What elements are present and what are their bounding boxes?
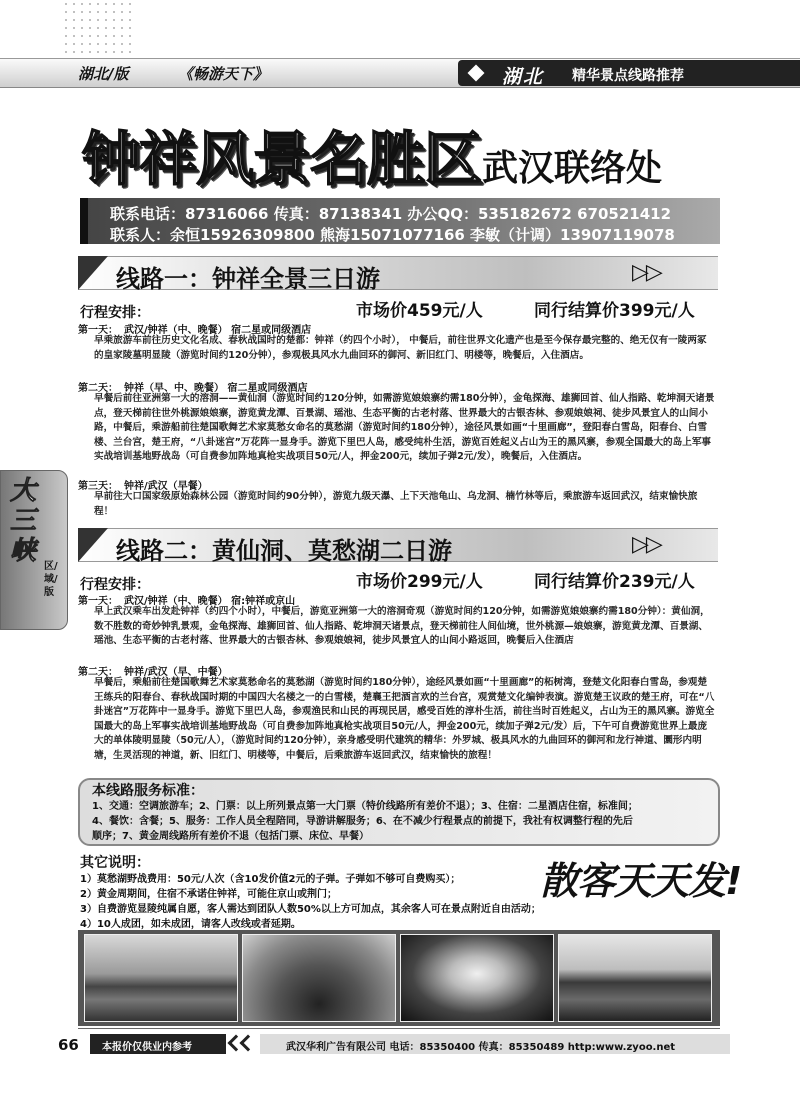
route1-day1-label: 第一天： xyxy=(78,325,118,336)
scenic-photo-lake xyxy=(84,934,238,1022)
contact-phone-line: 联系电话：87316066 传真：87138341 办公QQ：535182672 670521412 xyxy=(110,205,672,223)
footer-divider xyxy=(78,1028,720,1029)
route2-arrows-icon: ▷▷ xyxy=(632,532,660,557)
side-tab-subtitle: 区/域/版 xyxy=(44,561,58,598)
route2-day2-label: 第二天： xyxy=(78,667,118,678)
service-line-2: 4、餐饮：含餐；5、服务：工作人员全程陪同，导游讲解服务；6、在不减少行程景点的前提下，我社有权调整行程的先后 xyxy=(92,816,633,827)
route1-day2-head: 钟祥（早、中、晚餐） 宿二星或同级酒店 xyxy=(124,383,308,394)
other-note-4: 4）10人成团，如未成团，请客人改线或者延期。 xyxy=(80,919,301,930)
contact-person-line: 联系人：余恒15926309800 熊海15071077166 李敏（计调）13907119078 xyxy=(110,226,675,244)
hubei-banner-subtitle: 精华景点线路推荐 xyxy=(572,68,684,84)
route1-day3-label: 第三天： xyxy=(78,481,118,492)
route2-day1-text: 早上武汉乘车出发赴钟祥（约四个小时），中餐后，游览亚洲第一大的溶洞奇观（游览时间约120分钟，如需游览娘娘寨约需180分钟）：黄仙洞，数不胜数的奇妙钟乳景观，金龟探海、雄狮回首、仙人指路、乾坤洞天诸景点，登天梯前往人间仙境，世外桃源—娘娘寨，游览黄龙潭、百景湖、瑶池、生态平衡的古老村落、世界最大的古银杏林、参观娘娘祠，徒步风景宜人的山间小路返回，晚餐后入住酒店 xyxy=(94,606,710,646)
route2-day2-head: 钟祥/武汉（早、中餐） xyxy=(124,667,228,678)
scenic-photo-cave xyxy=(400,934,554,1022)
route1-title: 线路一：钟祥全景三日游 xyxy=(116,265,380,293)
side-tab-title: 大三峡 xyxy=(10,476,37,566)
slogan: 散客天天发! xyxy=(540,859,742,903)
other-note-2: 2）黄金周期间，住宿不承诺住钟祥，可能住京山或荆门； xyxy=(80,889,337,900)
region-label: 湖北/版 xyxy=(78,65,129,83)
route1-market-price: 市场价459元/人 xyxy=(356,301,483,321)
route1-day1-text: 早乘旅游车前往历史文化名成、春秋战国时的楚都：钟祥（约四个小时）， 中餐后，前往世界文化遗产也是至今保存最完整的、绝无仅有一陵两冢的皇家陵墓明显陵（游览时间约120分钟），参观极具风水九曲回环的御河、新旧红门、明楼等，晚餐后，入住酒店。 xyxy=(94,335,707,361)
other-note-3: 3）自费游览显陵纯属自愿，客人需达到团队人数50%以上方可加点，其余客人可在景点附近自由活动； xyxy=(80,904,541,915)
scenic-photo-temple xyxy=(558,934,712,1022)
page-number: 66 xyxy=(58,1036,79,1054)
page-subtitle: 武汉联络处 xyxy=(482,148,663,189)
route2-market-price: 市场价299元/人 xyxy=(356,572,483,592)
route2-day1-head: 武汉/钟祥（中、晚餐） 宿:钟祥或京山 xyxy=(124,596,296,607)
route1-arrows-icon: ▷▷ xyxy=(632,260,660,285)
hubei-banner-title: 湖北 xyxy=(502,66,545,88)
route1-day3-head: 钟祥/武汉（早餐） xyxy=(124,481,208,492)
page-title: 钟祥风景名胜区 xyxy=(82,125,482,193)
route2-schedule-label: 行程安排： xyxy=(80,577,150,593)
route2-day2-text: 早餐后，乘船前往楚国歌舞艺术家莫愁命名的莫愁湖（游览时间约180分钟），途经风景如画“十里画廊”的柘树湾，登楚文化阳春白雪岛，参观楚王练兵的阳春台、春秋战国时期的中国四大名楼之一的白雪楼，楚襄王把酒言欢的兰台宫，观赏楚文化编钟表演。游览楚王议政的楚王府，可在“八卦迷宫”万花阵中一显身手。游览下里巴人岛，参观渔民和山民的再现民居，感受百姓的淳朴生活，前往当时百姓起义，占山为王的黑风寨。游览全国最大的岛上军事实战培训基地野战岛（可自费参加阵地真枪实战项目50元/人，押金200元，续加子弹2元/发）后，下午可自费游览世界上最庞大的单体陵明显陵（50元/人），（游览时间约120分钟），亲身感受明代建筑的精华：外罗城、极具风水的九曲回环的御河和龙行神道、圜形内明塘，生灵活现的神道，新、旧红门、明楼等，中餐后，后乘旅游车返回武汉，结束愉快的旅程！ xyxy=(94,677,715,761)
scenic-photo-forest xyxy=(242,934,396,1022)
route1-day3-text: 早前往大口国家级原始森林公园（游览时间约90分钟），游览九级天瀑、上下天池龟山、乌龙洞、楠竹林等后，乘旅游车返回武汉，结束愉快旅程！ xyxy=(94,491,698,517)
route1-schedule-label: 行程安排： xyxy=(80,305,150,321)
route1-day2-text: 早餐后前往亚洲第一大的溶洞——黄仙洞（游览时间约120分钟，如需游览娘娘寨约需180分钟），金龟探海、雄狮回首、仙人指路、乾坤洞天诸景点，登天梯前往世外桃源娘娘寨，游览黄龙潭、百景湖、瑶池、生态平衡的古老村落、世界最大的古银杏林、参观娘娘祠、徒步风景宜人的山间小路，中餐后，乘游船前往楚国歌舞艺术家莫愁女命名的莫愁湖（游览时间约180分钟），途径风景如画“十里画廊”，登阳春白雪岛，阳春台、白雪楼、兰台宫，楚王府，“八卦迷宫”万花阵一显身手。游览下里巴人岛，感受纯朴生活，游览百姓起义占山为王的黑风寨，参观全国最大的岛上军事实战培训基地野战岛（可自费参加阵地真枪实战项目50元/人，押金200元，续加子弹2元/发），晚餐后，入住酒店。 xyxy=(94,393,715,462)
photo-strip xyxy=(78,930,720,1026)
footer-note: 本报价仅供业内参考 xyxy=(90,1034,226,1054)
route1-trade-price: 同行结算价399元/人 xyxy=(534,301,695,321)
route1-day2-label: 第二天： xyxy=(78,383,118,394)
service-standard-title: 本线路服务标准： xyxy=(92,783,204,799)
column-label: 《畅游天下》 xyxy=(178,65,269,83)
contact-box-strip xyxy=(80,198,88,244)
service-line-1: 1、交通：空调旅游车；2、门票：以上所列景点第一大门票（特价线路所有差价不退）；3、住宿：二星酒店住宿，标准间； xyxy=(92,801,638,812)
other-note-1: 1）莫愁湖野战费用：50元/人次（含10发价值2元的子弹。子弹如不够可自费购买）； xyxy=(80,874,461,885)
decorative-dot-grid xyxy=(62,0,132,56)
route2-triangle-icon xyxy=(78,528,108,562)
route2-day1-label: 第一天： xyxy=(78,596,118,607)
other-notes-title: 其它说明： xyxy=(80,855,150,871)
chevron-left-icon-2 xyxy=(240,1035,257,1052)
route1-day1-head: 武汉/钟祥（中、晚餐） 宿二星或同级酒店 xyxy=(124,325,312,336)
footer-company-line: 武汉华利广告有限公司 电话：85350400 传真：85350489 http:www.zyoo.net xyxy=(260,1034,730,1054)
service-line-3: 顺序；7、黄金周线路所有差价不退（包括门票、床位、早餐） xyxy=(92,831,369,842)
route2-trade-price: 同行结算价239元/人 xyxy=(534,572,695,592)
route1-triangle-icon xyxy=(78,256,108,290)
route2-title: 线路二：黄仙洞、莫愁湖二日游 xyxy=(116,537,452,565)
